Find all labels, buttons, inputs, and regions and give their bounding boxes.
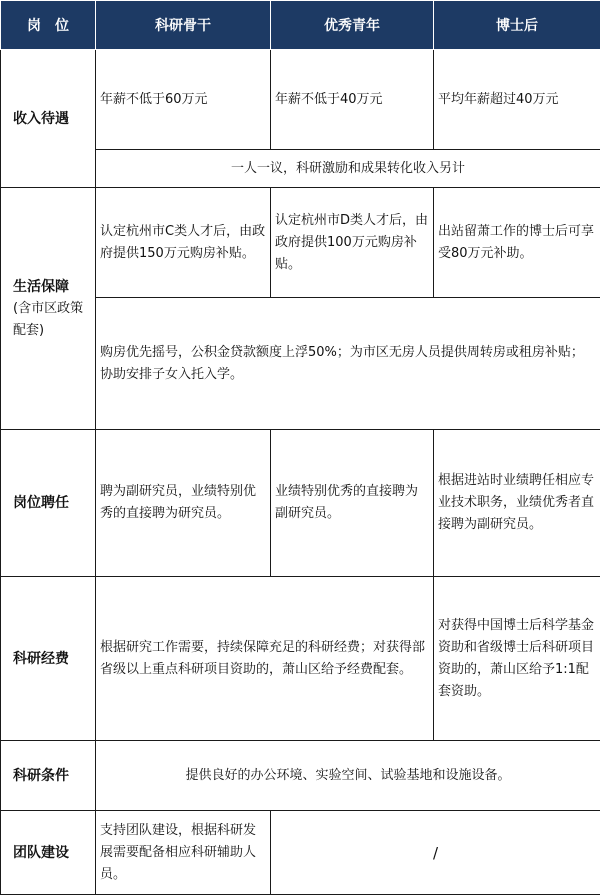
funding-label: 科研经费: [1, 577, 96, 741]
income-note: 一人一议，科研激励和成果转化收入另计: [96, 150, 600, 188]
living-label-main: 生活保障: [13, 279, 69, 295]
living-row: [1, 188, 600, 298]
position-row: [1, 430, 600, 577]
position-label: 岗位聘任: [1, 430, 96, 577]
position-backbone: 聘为副研究员，业绩特别优秀的直接聘为研究员。: [96, 430, 271, 577]
header-outstanding-youth: 优秀青年: [271, 1, 434, 50]
funding-backbone-youth: 根据研究工作需要，持续保障充足的科研经费；对获得部省级以上重点科研项目资助的，萧山区给予经费配套。: [96, 577, 434, 741]
funding-row: [1, 577, 600, 741]
income-row: [1, 50, 600, 150]
living-label: [1, 188, 96, 430]
conditions-row: [1, 741, 600, 811]
header-position: 岗 位: [1, 1, 96, 50]
income-youth: 年薪不低于40万元: [271, 50, 434, 150]
living-label-sub: (含市区政策配套): [13, 298, 91, 342]
team-row: [1, 811, 600, 895]
living-note: 购房优先摇号，公积金贷款额度上浮50%；为市区无房人员提供周转房或租房补贴；协助安排子女入托入学。: [96, 298, 600, 430]
income-backbone: 年薪不低于60万元: [96, 50, 271, 150]
header-row: [1, 1, 600, 50]
position-youth: 业绩特别优秀的直接聘为副研究员。: [271, 430, 434, 577]
conditions-label: 科研条件: [1, 741, 96, 811]
header-research-backbone: 科研骨干: [96, 1, 271, 50]
position-postdoc: 根据进站时业绩聘任相应专业技术职务，业绩优秀者直接聘为副研究员。: [434, 430, 600, 577]
header-postdoc: 博士后: [434, 1, 600, 50]
team-backbone: 支持团队建设，根据科研发展需要配备相应科研辅助人员。: [96, 811, 271, 895]
income-postdoc: 平均年薪超过40万元: [434, 50, 600, 150]
team-rest: /: [271, 811, 600, 895]
funding-postdoc: 对获得中国博士后科学基金资助和省级博士后科研项目资助的，萧山区给予1:1配套资助。: [434, 577, 600, 741]
income-label: 收入待遇: [1, 50, 96, 188]
living-youth: 认定杭州市D类人才后，由政府提供100万元购房补贴。: [271, 188, 434, 298]
team-label: 团队建设: [1, 811, 96, 895]
conditions-text: 提供良好的办公环境、实验空间、试验基地和设施设备。: [96, 741, 600, 811]
living-backbone: 认定杭州市C类人才后，由政府提供150万元购房补贴。: [96, 188, 271, 298]
living-postdoc: 出站留萧工作的博士后可享受80万元补助。: [434, 188, 600, 298]
